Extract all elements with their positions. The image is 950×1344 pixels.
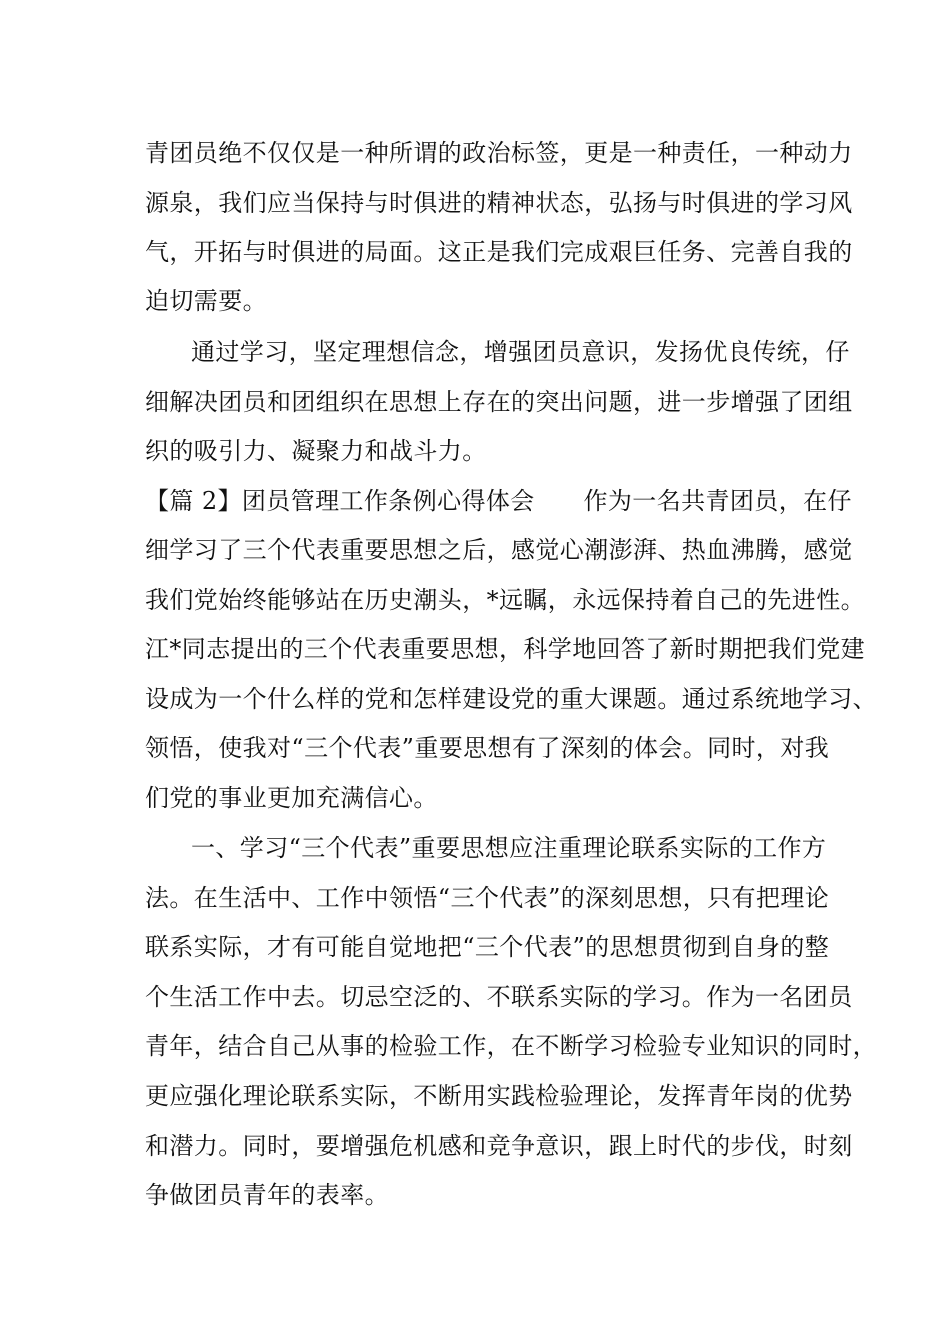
text-line: 细解决团员和团组织在思想上存在的突出问题，进一步增强了团组 — [145, 388, 853, 416]
text-line: 青团员绝不仅仅是一种所谓的政治标签，更是一种责任，一种动力 — [145, 139, 853, 167]
text-line: 我们党始终能够站在历史潮头，*远瞩，永远保持着自己的先进性。 — [145, 586, 865, 614]
text-line: 和潜力。同时，要增强危机感和竞争意识，跟上时代的步伐，时刻 — [145, 1132, 853, 1160]
text-line: 联系实际，才有可能自觉地把“三个代表”的思想贯彻到自身的整 — [145, 933, 830, 961]
section-heading-line: 【篇 2】团员管理工作条例心得体会 作为一名共青团员，在仔 — [145, 487, 852, 515]
text-line: 领悟，使我对“三个代表”重要思想有了深刻的体会。同时，对我 — [145, 734, 830, 762]
text-line: 设成为一个什么样的党和怎样建设党的重大课题。通过系统地学习、 — [145, 685, 877, 713]
text-line: 江*同志提出的三个代表重要思想，科学地回答了新时期把我们党建 — [145, 635, 865, 663]
text-line: 细学习了三个代表重要思想之后，感觉心潮澎湃、热血沸腾，感觉 — [145, 536, 853, 564]
text-line: 更应强化理论联系实际，不断用实践检验理论，发挥青年岗的优势 — [145, 1082, 853, 1110]
text-line: 青年，结合自己从事的检验工作，在不断学习检验专业知识的同时， — [145, 1032, 877, 1060]
text-line: 织的吸引力、凝聚力和战斗力。 — [145, 437, 487, 465]
text-line: 们党的事业更加充满信心。 — [145, 784, 438, 812]
text-line: 争做团员青年的表率。 — [145, 1181, 389, 1209]
text-line: 气，开拓与时俱进的局面。这正是我们完成艰巨任务、完善自我的 — [145, 238, 853, 266]
text-line: 通过学习，坚定理想信念，增强团员意识，发扬优良传统，仔 — [191, 338, 850, 366]
text-line: 源泉，我们应当保持与时俱进的精神状态，弘扬与时俱进的学习风 — [145, 189, 853, 217]
text-line: 法。在生活中、工作中领悟“三个代表”的深刻思想，只有把理论 — [145, 884, 830, 912]
text-line: 一、学习“三个代表”重要思想应注重理论联系实际的工作方 — [191, 834, 827, 862]
text-line: 个生活工作中去。切忌空泛的、不联系实际的学习。作为一名团员 — [145, 983, 853, 1011]
text-line: 迫切需要。 — [145, 287, 267, 315]
